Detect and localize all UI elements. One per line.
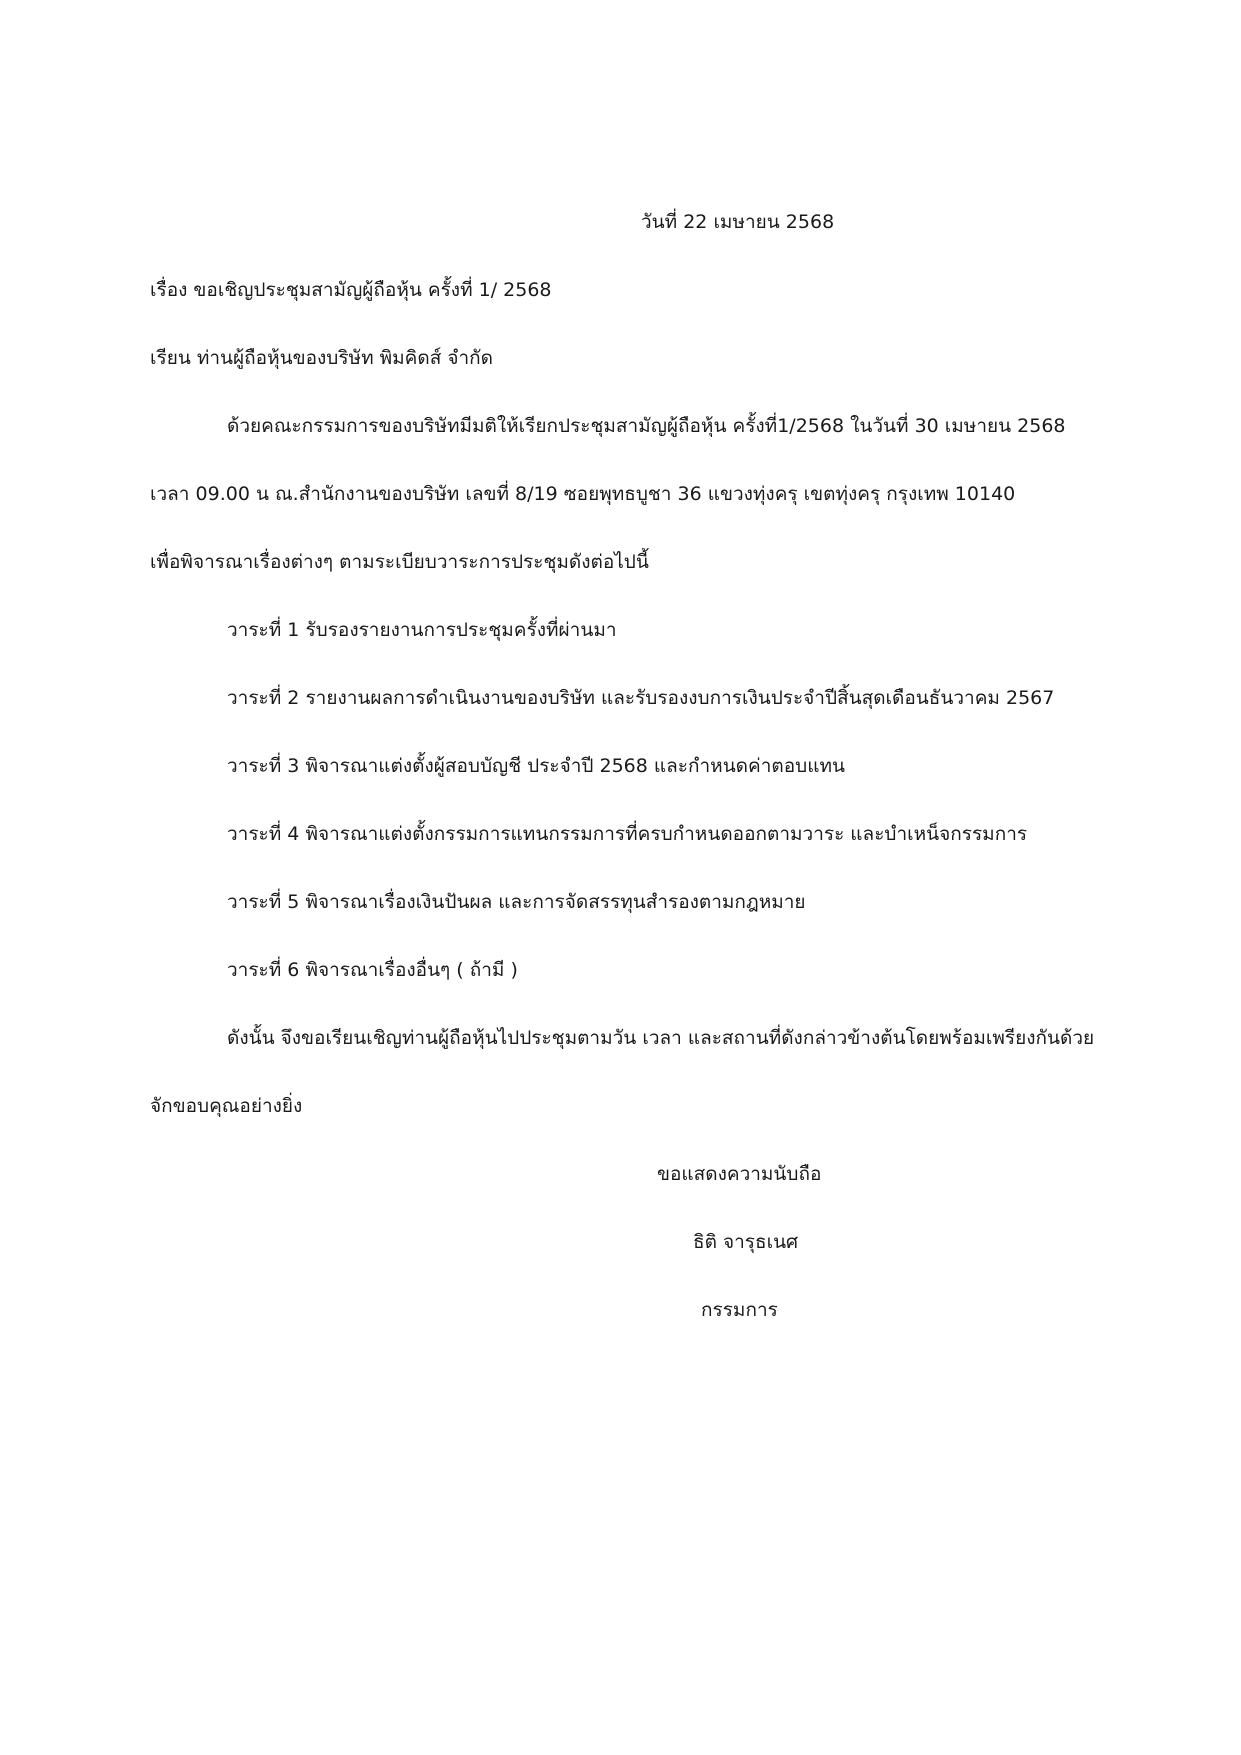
- signer-name: ธิติ จารุธเนศ: [693, 1231, 799, 1253]
- signer-title: กรรมการ: [701, 1299, 778, 1321]
- letter-recipient: เรียน ท่านผู้ถือหุ้นของบริษัท พิมคิดส์ จำกัด: [150, 347, 494, 369]
- intro-line: เวลา 09.00 น ณ.สำนักงานของบริษัท เลขที่ 8/19 ซอยพุทธบูชา 36 แขวงทุ่งครุ เขตทุ่งครุ กรุงเทพ 10140: [150, 483, 1016, 505]
- signoff: ขอแสดงความนับถือ: [657, 1163, 822, 1185]
- intro-line: ด้วยคณะกรรมการของบริษัทมีมติให้เรียกประชุมสามัญผู้ถือหุ้น ครั้งที่1/2568 ในวันที่ 30 เมษายน 2568: [227, 415, 1066, 437]
- agenda-item: วาระที่ 4 พิจารณาแต่งตั้งกรรมการแทนกรรมการที่ครบกำหนดออกตามวาระ และบำเหน็จกรรมการ: [227, 823, 1028, 845]
- agenda-item: วาระที่ 1 รับรองรายงานการประชุมครั้งที่ผ่านมา: [227, 619, 617, 641]
- agenda-item: วาระที่ 2 รายงานผลการดำเนินงานของบริษัท และรับรองงบการเงินประจำปีสิ้นสุดเดือนธันวาคม 2567: [227, 687, 1055, 709]
- intro-line: เพื่อพิจารณาเรื่องต่างๆ ตามระเบียบวาระการประชุมดังต่อไปนี้: [150, 551, 649, 573]
- agenda-item: วาระที่ 3 พิจารณาแต่งตั้งผู้สอบบัญชี ประจำปี 2568 และกำหนดค่าตอบแทน: [227, 755, 845, 777]
- closing-line: จักขอบคุณอย่างยิ่ง: [150, 1095, 303, 1117]
- closing-line: ดังนั้น จึงขอเรียนเชิญท่านผู้ถือหุ้นไปประชุมตามวัน เวลา และสถานที่ดังกล่าวข้างต้นโดยพร้อมเพรียงกันด้วย: [227, 1027, 1095, 1049]
- agenda-item: วาระที่ 5 พิจารณาเรื่องเงินปันผล และการจัดสรรทุนสำรองตามกฎหมาย: [227, 891, 806, 913]
- letter-subject: เรื่อง ขอเชิญประชุมสามัญผู้ถือหุ้น ครั้งที่ 1/ 2568: [150, 279, 552, 301]
- agenda-item: วาระที่ 6 พิจารณาเรื่องอื่นๆ ( ถ้ามี ): [227, 959, 518, 981]
- letter-date: วันที่ 22 เมษายน 2568: [641, 211, 835, 233]
